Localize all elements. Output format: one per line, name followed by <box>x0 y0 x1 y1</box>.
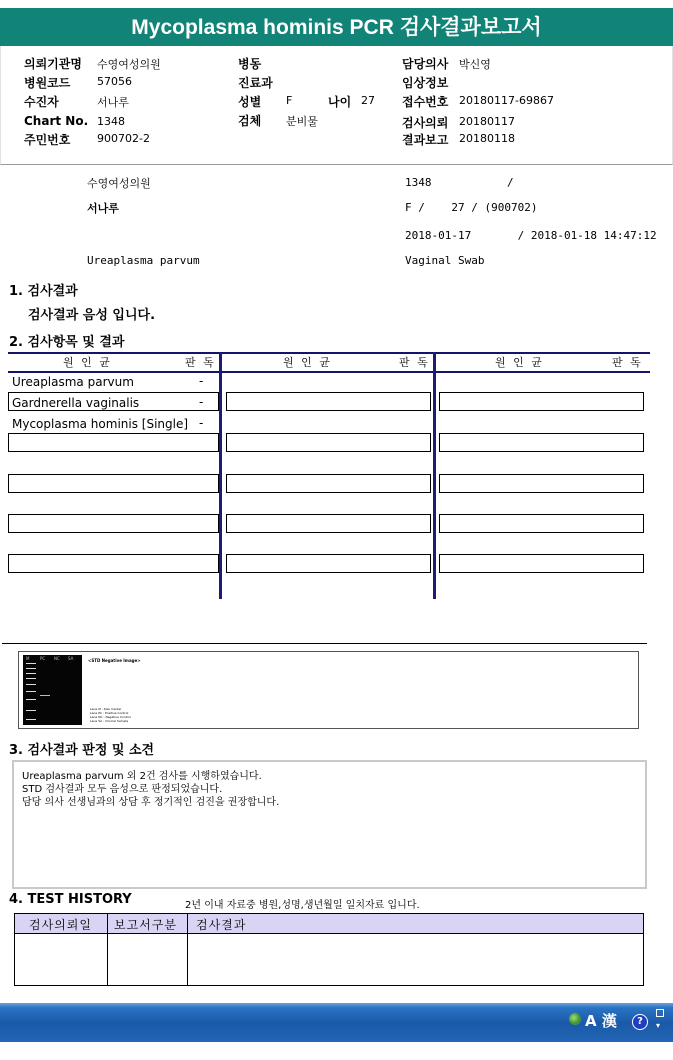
col3-pathogen-header: 원 인 균 <box>495 356 544 369</box>
history-col-divider <box>187 914 188 985</box>
result-cell <box>439 474 644 493</box>
col3-result-header: 판 독 <box>612 356 643 369</box>
result-value: - <box>199 395 204 409</box>
options-arrow-icon[interactable]: ▾ <box>656 1021 661 1030</box>
result-cell <box>8 474 219 493</box>
opinion-line: STD 검사결과 모두 음성으로 판정되었습니다. <box>22 784 223 795</box>
result-name: Mycoplasma hominis [Single] <box>12 417 189 431</box>
section1-title: 1. 검사결과 <box>9 284 78 299</box>
specimen-label: 검체 <box>238 114 262 128</box>
result-cell <box>8 433 219 452</box>
history-table-header <box>15 914 643 934</box>
column-divider <box>433 352 436 599</box>
history-note: 2년 이내 자료중 병원,성명,생년월일 일치자료 입니다. <box>185 900 420 911</box>
section2-title: 2. 검사항목 및 결과 <box>9 335 125 350</box>
ward-label: 병동 <box>238 57 262 71</box>
report-date-label: 결과보고 <box>402 133 449 147</box>
gel-lane-label: SA <box>68 656 74 661</box>
resident-label: 주민번호 <box>24 133 71 147</box>
request-label: 검사의뢰 <box>402 116 449 130</box>
result-cell <box>8 514 219 533</box>
gel-image-title: <STD Negative Image> <box>88 658 141 663</box>
history-col-header: 검사결과 <box>196 918 247 932</box>
hospital-code-label: 병원코드 <box>24 76 71 90</box>
age-value: 27 <box>361 94 375 107</box>
taskbar <box>0 1003 673 1042</box>
chart-label: Chart No. <box>24 114 89 128</box>
sex-label: 성별 <box>238 95 262 109</box>
sub-organism: Ureaplasma parvum <box>87 254 200 267</box>
specimen-value: 분비물 <box>286 115 318 128</box>
gel-legend: Lane NC : Negative Control <box>90 715 131 719</box>
section3-title: 3. 검사결과 판정 및 소견 <box>9 743 155 758</box>
sub-dates: 2018-01-17 / 2018-01-18 14:47:12 <box>405 229 657 242</box>
history-table <box>14 913 644 986</box>
opinion-line: Ureaplasma parvum 외 2건 검사를 시행하였습니다. <box>22 771 262 782</box>
result-cell <box>226 392 431 411</box>
col2-result-header: 판 독 <box>399 356 430 369</box>
sub-sex-age: F / 27 / (900702) <box>405 201 538 214</box>
sub-specimen: Vaginal Swab <box>405 254 485 267</box>
sub-name: 서나루 <box>87 202 119 215</box>
help-icon[interactable]: ? <box>632 1014 648 1030</box>
report-date-value: 20180118 <box>459 132 515 145</box>
history-col-header: 보고서구분 <box>114 918 177 932</box>
patient-info-header <box>0 46 673 165</box>
sub-slash: / <box>507 176 514 189</box>
opinion-box <box>12 760 647 889</box>
institution-value: 수영여성의원 <box>97 58 161 71</box>
gel-electrophoresis-image <box>23 655 82 725</box>
gel-lane-label: NC <box>54 656 60 661</box>
sub-chart: 1348 <box>405 176 432 189</box>
clinical-info-label: 임상정보 <box>402 76 449 90</box>
result-value: - <box>199 416 204 430</box>
result-cell <box>8 554 219 573</box>
result-cell <box>226 474 431 493</box>
col1-pathogen-header: 원 인 균 <box>63 356 112 369</box>
gel-legend: Lane M : Size marker <box>90 707 122 711</box>
opinion-line: 담당 의사 선생님과의 상담 후 정기적인 검진을 권장합니다. <box>22 797 280 808</box>
receipt-label: 접수번호 <box>402 95 449 109</box>
resident-value: 900702-2 <box>97 132 150 145</box>
result-cell <box>226 554 431 573</box>
col2-pathogen-header: 원 인 균 <box>283 356 332 369</box>
result-cell <box>226 433 431 452</box>
ime-mode-indicator[interactable]: A 漢 <box>585 1012 617 1030</box>
result-cell <box>439 392 644 411</box>
result-cell <box>439 514 644 533</box>
history-col-divider <box>107 914 108 985</box>
doctor-value: 박신영 <box>459 58 491 71</box>
section4-title: 4. TEST HISTORY <box>9 892 132 907</box>
gel-legend: Lane SA : Clinical Sample <box>90 719 129 723</box>
sex-value: F <box>286 94 293 107</box>
chart-value: 1348 <box>97 115 125 128</box>
gel-lane-label: M <box>26 656 30 661</box>
report-title: Mycoplasma hominis PCR 검사결과보고서 <box>0 8 673 46</box>
restore-icon[interactable] <box>656 1009 664 1017</box>
doctor-label: 담당의사 <box>402 57 449 71</box>
history-col-header: 검사의뢰일 <box>29 918 92 932</box>
hospital-code-value: 57056 <box>97 75 132 88</box>
patient-label: 수진자 <box>24 95 59 109</box>
result-summary: 검사결과 음성 입니다. <box>28 308 156 323</box>
result-value: - <box>199 374 204 388</box>
gel-lane-label: PC <box>40 656 46 661</box>
sub-clinic: 수영여성의원 <box>87 177 151 190</box>
institution-label: 의뢰기관명 <box>24 57 82 71</box>
age-label: 나이 <box>328 95 352 109</box>
request-value: 20180117 <box>459 115 515 128</box>
gel-legend: Lane PC : Positive Control <box>90 711 129 715</box>
result-name: Gardnerella vaginalis <box>12 396 140 410</box>
receipt-value: 20180117-69867 <box>459 94 554 107</box>
result-cell <box>226 514 431 533</box>
bottom-strip <box>0 1042 673 1060</box>
col1-result-header: 판 독 <box>185 356 216 369</box>
divider <box>2 643 647 644</box>
result-name: Ureaplasma parvum <box>12 375 134 389</box>
result-cell <box>439 554 644 573</box>
column-divider <box>219 352 222 599</box>
language-bar-icon[interactable] <box>569 1013 581 1025</box>
result-cell <box>439 433 644 452</box>
patient-value: 서나루 <box>97 96 129 109</box>
dept-label: 진료과 <box>238 76 273 90</box>
